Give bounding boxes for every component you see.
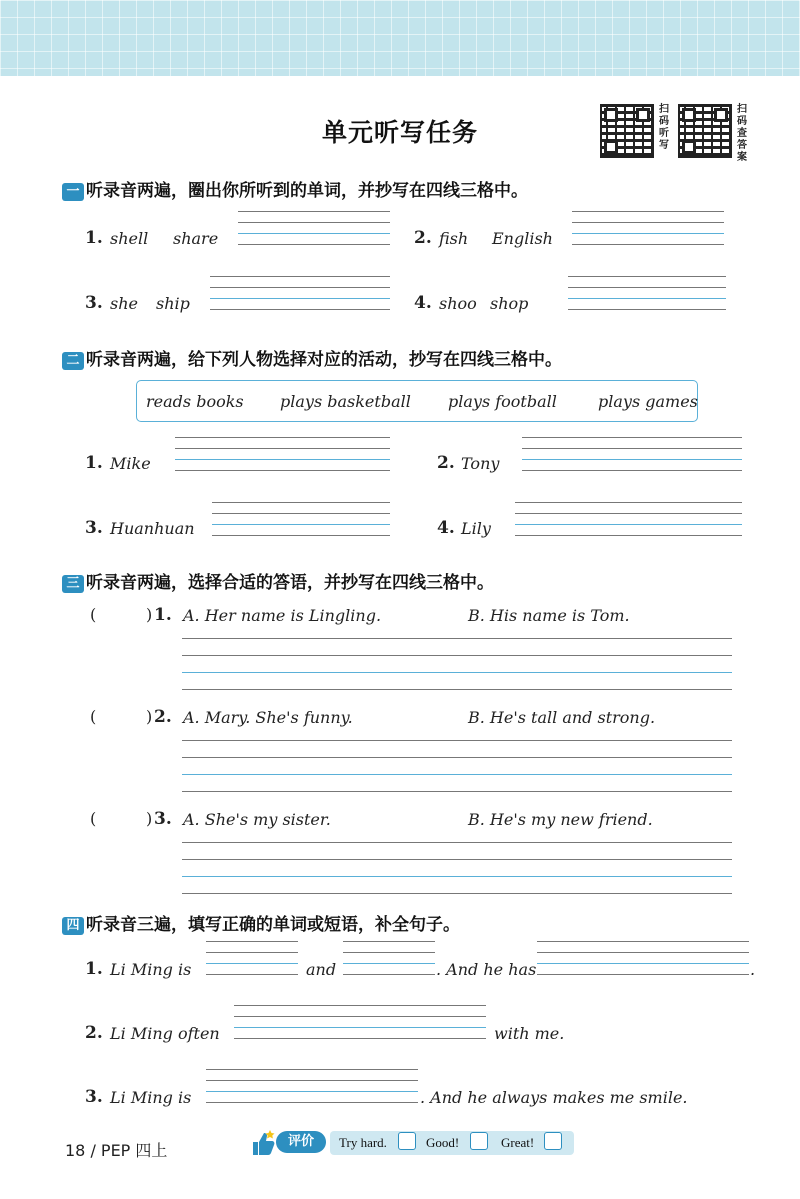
thumbs-up-icon bbox=[248, 1128, 276, 1158]
person-name: Huanhuan bbox=[110, 519, 195, 538]
item-number: 4. bbox=[437, 518, 455, 538]
writing-lines[interactable] bbox=[210, 276, 390, 310]
choice-a: A. She's my sister. bbox=[183, 810, 331, 829]
sentence-text: with me. bbox=[494, 1024, 565, 1043]
eval-checkbox-great[interactable] bbox=[544, 1132, 562, 1150]
section-number-badge: 四 bbox=[62, 917, 84, 935]
sentence-text: . bbox=[750, 960, 756, 979]
section-4-instruction: 听录音三遍，填写正确的单词或短语，补全句子。 bbox=[86, 915, 460, 935]
sentence-text: Li Ming is bbox=[110, 960, 192, 979]
page-number: 18 / PEP 四上 bbox=[65, 1141, 168, 1160]
word-option[interactable]: English bbox=[492, 229, 553, 248]
item-number: 2. bbox=[154, 707, 172, 727]
writing-lines[interactable] bbox=[572, 211, 724, 245]
section-3-heading bbox=[62, 568, 494, 593]
sentence-text: Li Ming often bbox=[110, 1024, 220, 1043]
writing-lines[interactable] bbox=[343, 941, 435, 975]
section-1-instruction: 听录音两遍，圈出你所听到的单词，并抄写在四线三格中。 bbox=[86, 181, 528, 201]
qr-code-dictation[interactable] bbox=[600, 104, 654, 158]
item-number: 3. bbox=[85, 293, 103, 313]
person-name: Mike bbox=[110, 454, 151, 473]
activity-option: plays games bbox=[598, 392, 698, 411]
word-option[interactable]: share bbox=[173, 229, 219, 248]
answer-paren-open[interactable]: ( bbox=[90, 707, 97, 726]
word-option[interactable]: ship bbox=[156, 294, 190, 313]
item-number: 1. bbox=[85, 959, 103, 979]
item-number: 2. bbox=[85, 1023, 103, 1043]
eval-checkbox-good[interactable] bbox=[470, 1132, 488, 1150]
activity-option: plays football bbox=[448, 392, 557, 411]
section-number-badge: 三 bbox=[62, 575, 84, 593]
qr-code-answers[interactable] bbox=[678, 104, 732, 158]
writing-lines[interactable] bbox=[182, 740, 732, 792]
activity-option: reads books bbox=[146, 392, 244, 411]
item-number: 3. bbox=[154, 809, 172, 829]
writing-lines[interactable] bbox=[182, 842, 732, 894]
section-2-instruction: 听录音两遍，给下列人物选择对应的活动，抄写在四线三格中。 bbox=[86, 350, 562, 370]
eval-checkbox-try-hard[interactable] bbox=[398, 1132, 416, 1150]
writing-lines[interactable] bbox=[537, 941, 749, 975]
eval-option-good: Good! bbox=[426, 1135, 460, 1150]
writing-lines[interactable] bbox=[515, 502, 742, 536]
writing-lines[interactable] bbox=[182, 638, 732, 690]
qr-label-answers: 扫码查答案 bbox=[737, 104, 747, 163]
item-number: 4. bbox=[414, 293, 432, 313]
word-option[interactable]: shell bbox=[110, 229, 149, 248]
choice-b: B. He's tall and strong. bbox=[468, 708, 656, 727]
writing-lines[interactable] bbox=[522, 437, 742, 471]
evaluation-label: 评价 bbox=[276, 1131, 326, 1153]
choice-a: A. Her name is Lingling. bbox=[183, 606, 382, 625]
writing-lines[interactable] bbox=[238, 211, 390, 245]
answer-paren-close[interactable]: ) bbox=[146, 809, 153, 828]
writing-lines[interactable] bbox=[175, 437, 390, 471]
writing-lines[interactable] bbox=[206, 1069, 418, 1103]
sentence-text: . And he has bbox=[436, 960, 537, 979]
choice-b: B. He's my new friend. bbox=[468, 810, 653, 829]
sentence-text: and bbox=[306, 960, 337, 979]
writing-lines[interactable] bbox=[234, 1005, 486, 1039]
choice-a: A. Mary. She's funny. bbox=[183, 708, 353, 727]
item-number: 1. bbox=[85, 453, 103, 473]
item-number: 1. bbox=[154, 605, 172, 625]
eval-option-great: Great! bbox=[501, 1135, 535, 1150]
writing-lines[interactable] bbox=[206, 941, 298, 975]
section-1-heading bbox=[62, 176, 528, 201]
item-number: 3. bbox=[85, 1087, 103, 1107]
sentence-text: . And he always makes me smile. bbox=[420, 1088, 688, 1107]
eval-option-try-hard: Try hard. bbox=[339, 1135, 387, 1150]
answer-paren-open[interactable]: ( bbox=[90, 809, 97, 828]
sentence-text: Li Ming is bbox=[110, 1088, 192, 1107]
section-number-badge: 一 bbox=[62, 183, 84, 201]
section-4-heading bbox=[62, 910, 460, 935]
writing-lines[interactable] bbox=[212, 502, 390, 536]
word-option[interactable]: shop bbox=[490, 294, 529, 313]
qr-label-dictation: 扫码听写 bbox=[659, 104, 669, 151]
activity-option: plays basketball bbox=[280, 392, 411, 411]
answer-paren-close[interactable]: ) bbox=[146, 605, 153, 624]
item-number: 1. bbox=[85, 228, 103, 248]
section-number-badge: 二 bbox=[62, 352, 84, 370]
item-number: 3. bbox=[85, 518, 103, 538]
word-option[interactable]: fish bbox=[439, 229, 469, 248]
section-2-heading bbox=[62, 345, 562, 370]
page-title: 单元听写任务 bbox=[321, 118, 478, 147]
choice-b: B. His name is Tom. bbox=[468, 606, 630, 625]
person-name: Tony bbox=[461, 454, 500, 473]
word-option[interactable]: shoo bbox=[439, 294, 477, 313]
person-name: Lily bbox=[461, 519, 491, 538]
item-number: 2. bbox=[437, 453, 455, 473]
answer-paren-open[interactable]: ( bbox=[90, 605, 97, 624]
section-3-instruction: 听录音两遍，选择合适的答语，并抄写在四线三格中。 bbox=[86, 573, 494, 593]
header-grid-band bbox=[0, 0, 800, 76]
word-option[interactable]: she bbox=[110, 294, 138, 313]
writing-lines[interactable] bbox=[568, 276, 726, 310]
self-evaluation-bar bbox=[248, 1128, 574, 1158]
answer-paren-close[interactable]: ) bbox=[146, 707, 153, 726]
item-number: 2. bbox=[414, 228, 432, 248]
